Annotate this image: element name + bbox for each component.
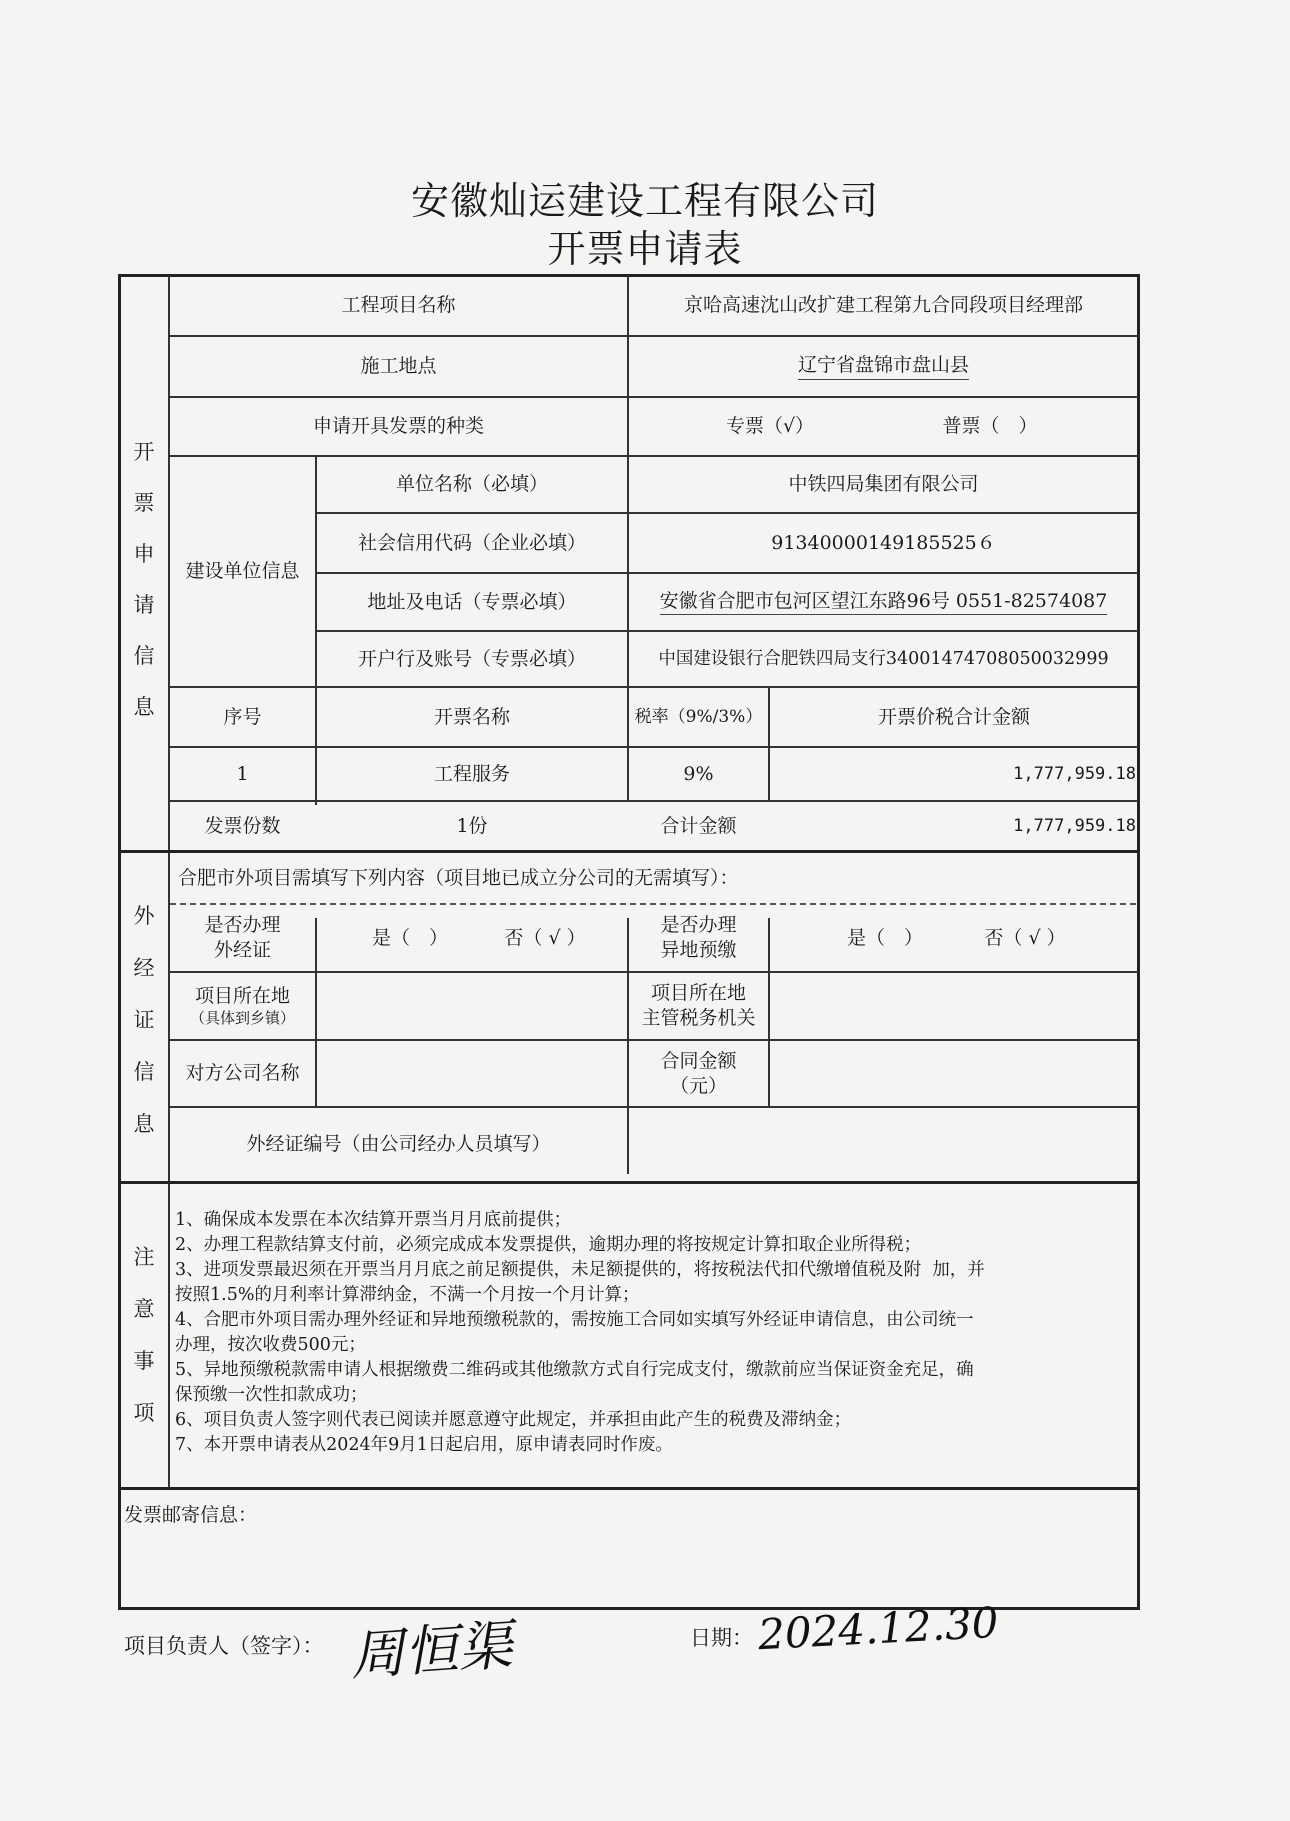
note-line: 保预缴一次性扣款成功； — [175, 1385, 368, 1405]
date-value: 2024.12.30 — [756, 1597, 1000, 1660]
builder-value-1: 91340000149185525６ — [771, 531, 996, 554]
copies-value: 1份 — [456, 814, 488, 837]
permit-no-option: 否（ √ ） — [504, 926, 586, 949]
permit-yes-option: 是（ ） — [371, 926, 448, 949]
site-value: 辽宁省盘锦市盘山县 — [798, 353, 969, 380]
total-label: 合计金额 — [660, 814, 737, 837]
builder-value-3: 中国建设银行合肥铁四局支行34001474708050032999 — [658, 648, 1109, 669]
items-header-amount: 开票价税合计金额 — [877, 705, 1030, 728]
permit-number-label: 外经证编号（由公司经办人员填写） — [246, 1133, 551, 1156]
builder-label-1: 社会信用代码（企业必填） — [357, 531, 586, 554]
section-permit-label: 外 经 证 信 息 — [133, 904, 155, 1136]
builder-value-2-wrap — [629, 574, 1138, 630]
signature: 周恒渠 — [348, 1613, 515, 1688]
items-header-name: 开票名称 — [433, 705, 510, 728]
note-line: 4、合肥市外项目需办理外经证和异地预缴税款的，需按施工合同如实填写外经证申请信息，由公司统一 — [175, 1310, 974, 1330]
copies-label: 发票份数 — [204, 814, 281, 837]
item-no: 1 — [236, 762, 249, 785]
note-line: 7、本开票申请表从2024年9月1日起启用，原申请表同时作废。 — [175, 1435, 673, 1455]
notes-list — [175, 1208, 1130, 1458]
prepay-yes-option: 是（ ） — [846, 926, 923, 949]
item-name: 工程服务 — [433, 762, 510, 785]
project-name-value: 京哈高速沈山改扩建工程第九合同段项目经理部 — [683, 294, 1083, 317]
item-rate: 9% — [683, 762, 714, 785]
project-name-label: 工程项目名称 — [341, 294, 456, 317]
note-line: 5、异地预缴税款需申请人根据缴费二维码或其他缴款方式自行完成支付，缴款前应当保证资金充足，确 — [175, 1360, 974, 1380]
items-header-no: 序号 — [223, 705, 262, 728]
company-name: 安徽灿运建设工程有限公司 — [410, 179, 879, 223]
builder-group-label: 建设单位信息 — [185, 560, 300, 583]
tax-office-label: 项目所在地 主管税务机关 — [641, 982, 756, 1029]
section-apply-label: 开 票 申 请 信 息 — [133, 440, 155, 719]
builder-label-2: 地址及电话（专票必填） — [367, 590, 577, 613]
total-value: 1,777,959.18 — [1013, 815, 1136, 836]
location-label: 项目所在地 （具体到乡镇） — [189, 984, 295, 1027]
site-label: 施工地点 — [360, 355, 437, 378]
builder-value-2: 安徽省合肥市包河区望江东路96号 0551-82574087 — [660, 589, 1108, 616]
site-value-wrap — [629, 337, 1138, 396]
item-amount: 1,777,959.18 — [1013, 763, 1136, 784]
permit-question: 是否办理 外经证 — [204, 914, 281, 961]
note-line: 按照1.5%的月利率计算滞纳金，不满一个月按一个月计算； — [175, 1285, 640, 1305]
normal-ticket-option: 普票（ ） — [942, 415, 1038, 438]
date-label: 日期： — [690, 1626, 753, 1650]
signer-label: 项目负责人（签字）： — [124, 1634, 324, 1658]
mailing-label: 发票邮寄信息： — [124, 1504, 258, 1526]
special-ticket-option: 专票（√） — [725, 415, 815, 438]
permit-intro: 合肥市外项目需填写下列内容（项目地已成立分公司的无需填写）： — [178, 866, 739, 889]
prepay-no-option: 否（ √ ） — [984, 926, 1066, 949]
counterparty-label: 对方公司名称 — [185, 1062, 300, 1085]
note-line: 3、进项发票最迟须在开票当月月底之前足额提供，未足额提供的，将按税法代扣代缴增值税及附 加，并 — [175, 1260, 985, 1280]
items-header-rate: 税率（9%/3%） — [634, 706, 763, 727]
note-line: 2、办理工程款结算支付前，必须完成成本发票提供，逾期办理的将按规定计算扣取企业所得税； — [175, 1235, 922, 1255]
builder-value-0: 中铁四局集团有限公司 — [788, 473, 979, 496]
builder-label-3: 开户行及账号（专票必填） — [357, 647, 586, 670]
note-line: 办理，按次收费500元； — [175, 1335, 366, 1355]
section-notes-label: 注 意 事 项 — [133, 1245, 155, 1425]
builder-label-0: 单位名称（必填） — [395, 473, 548, 496]
note-line: 1、确保成本发票在本次结算开票当月月底前提供； — [175, 1210, 572, 1230]
form-title: 开票申请表 — [547, 227, 743, 271]
prepay-question: 是否办理 异地预缴 — [660, 914, 737, 961]
contract-amount-label: 合同金额 （元） — [660, 1049, 737, 1097]
invoice-type-label: 申请开具发票的种类 — [312, 415, 484, 438]
note-line: 6、项目负责人签字则代表已阅读并愿意遵守此规定，并承担由此产生的税费及滞纳金； — [175, 1410, 852, 1430]
